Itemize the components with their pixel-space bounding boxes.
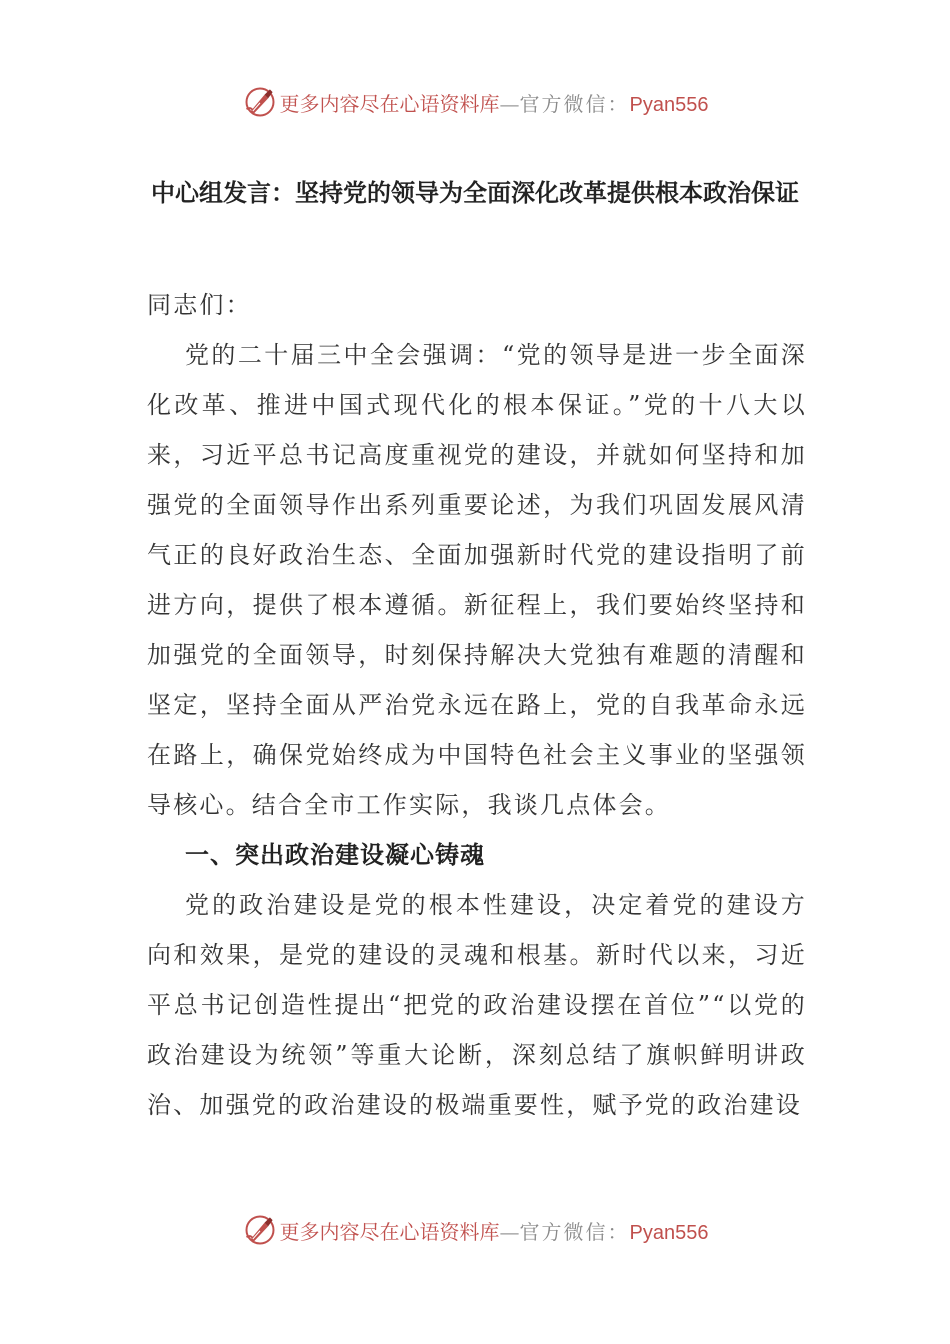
header-wechat-id: Pyan556 [629, 93, 709, 116]
pen-nib-logo-icon [242, 1212, 278, 1248]
footer-brand-text: 更多内容尽在心语资料库 [279, 1219, 500, 1244]
header-banner [0, 80, 950, 124]
footer-dash: — [499, 1219, 520, 1244]
document-body [147, 280, 807, 1130]
salutation: 同志们： [147, 291, 252, 319]
footer-banner-text [280, 1216, 709, 1245]
document-title: 中心组发言：坚持党的领导为全面深化改革提供根本政治保证 [151, 179, 799, 207]
footer-wechat-label: 官方微信： [519, 1219, 630, 1244]
footer-banner [0, 1208, 950, 1252]
header-banner-text [280, 88, 709, 117]
footer-wechat-id: Pyan556 [629, 1221, 709, 1244]
header-wechat-label: 官方微信： [519, 91, 630, 116]
header-dash: — [499, 91, 520, 116]
header-brand-text: 更多内容尽在心语资料库 [279, 91, 500, 116]
pen-nib-logo-icon [242, 84, 278, 120]
paragraph-intro: 党的二十届三中全会强调：“党的领导是进一步全面深化改革、推进中国式现代化的根本保证。”党的十八大以来，习近平总书记高度重视党的建设，并就如何坚持和加强党的全面领导作出系列重要论述，为我们巩固发展风清气正的良好政治生态、全面加强新时代党的建设指明了前进方向，提供了根本遵循。新征程上，我们要始终坚持和加强党的全面领导，时刻保持解决大党独有难题的清醒和坚定，坚持全面从严治党永远在路上，党的自我革命永远在路上，确保党始终成为中国特色社会主义事业的坚强领导核心。结合全市工作实际，我谈几点体会。 [147, 341, 807, 819]
section-heading-1: 一、突出政治建设凝心铸魂 [185, 841, 485, 869]
paragraph-section-1: 党的政治建设是党的根本性建设，决定着党的建设方向和效果，是党的建设的灵魂和根基。新时代以来，习近平总书记创造性提出“把党的政治建设摆在首位”“以党的政治建设为统领”等重大论断，深刻总结了旗帜鲜明讲政治、加强党的政治建设的极端重要性，赋予党的政治建设 [147, 891, 807, 1119]
